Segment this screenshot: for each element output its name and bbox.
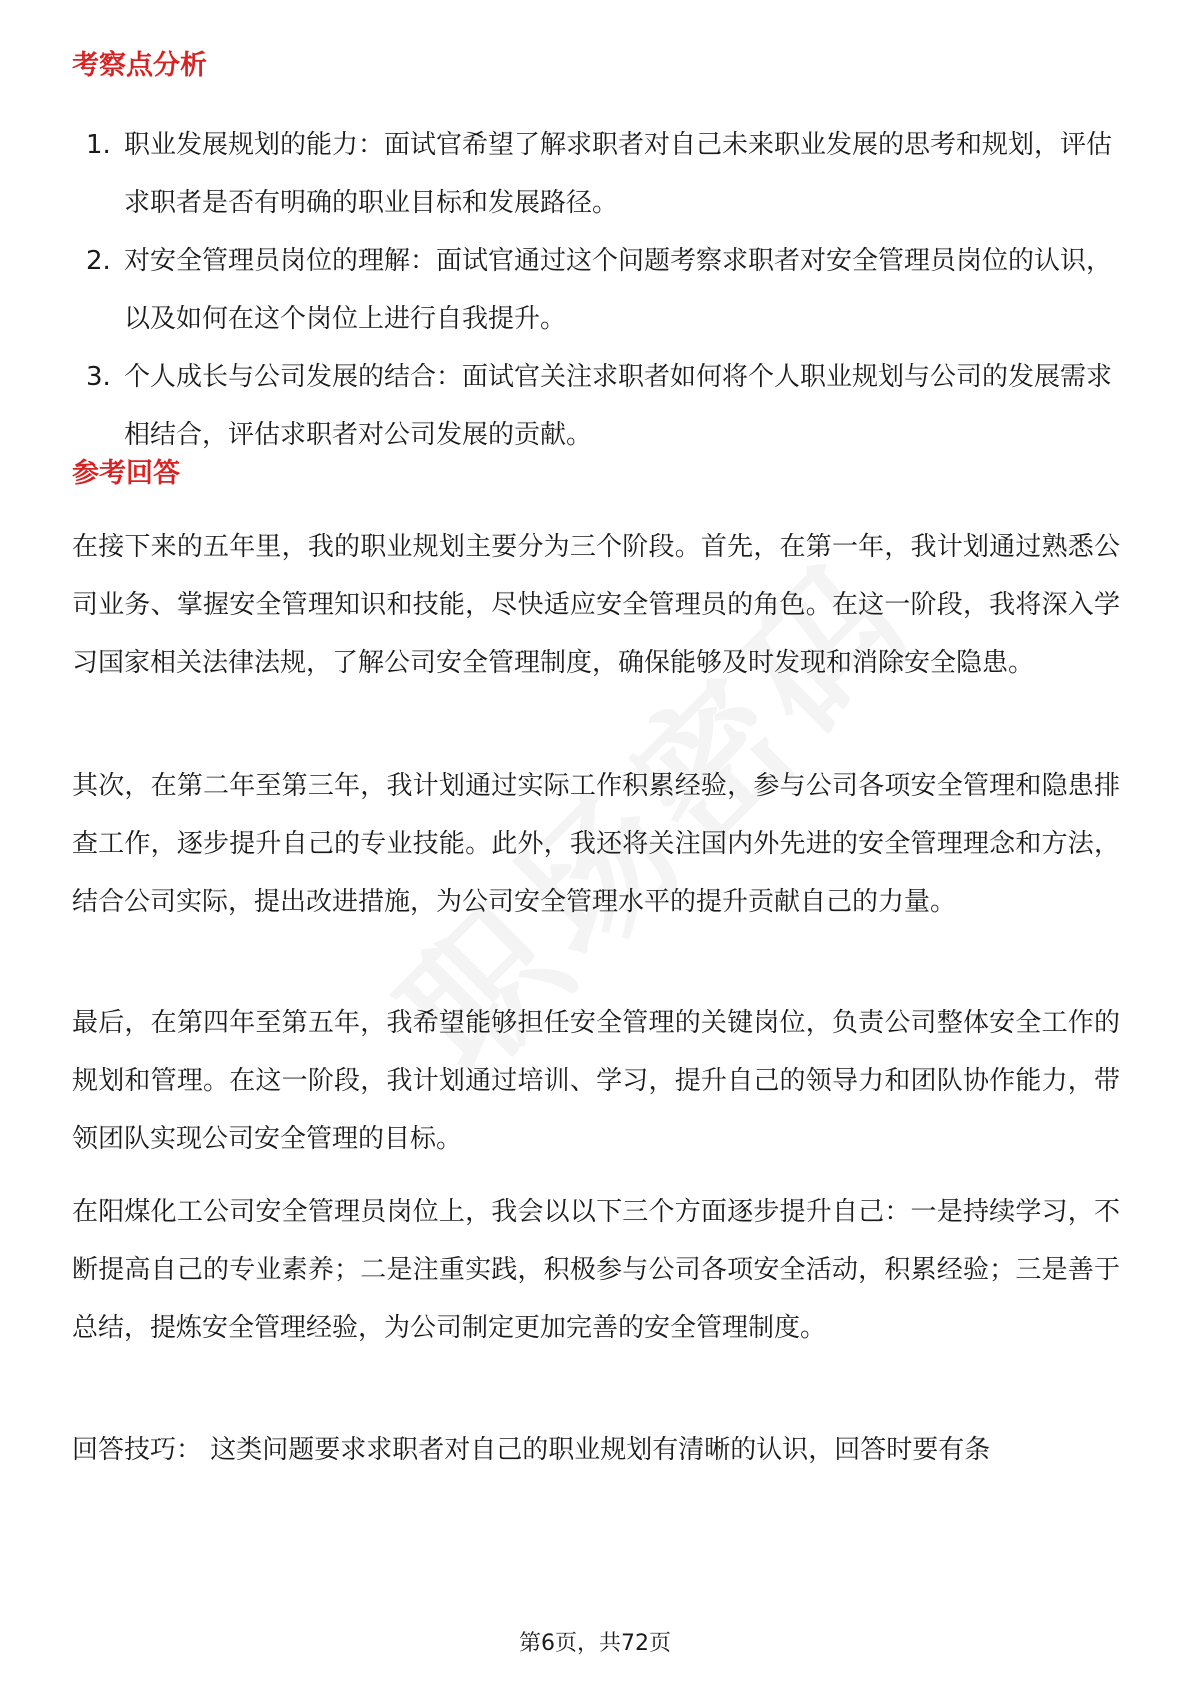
page-number: 第6页，共72页: [519, 1631, 671, 1656]
list-item: [72, 348, 1118, 464]
list-item: [72, 116, 1118, 232]
answer-heading: 参考回答: [72, 458, 180, 489]
list-item-text: 职业发展规划的能力：面试官希望了解求职者对自己未来职业发展的思考和规划，评估求职者是否有明确的职业目标和发展路径。: [124, 130, 1113, 218]
answer-paragraph: 其次，在第二年至第三年，我计划通过实际工作积累经验，参与公司各项安全管理和隐患排查工作，逐步提升自己的专业技能。此外，我还将关注国内外先进的安全管理理念和方法，结合公司实际，提出改进措施，为公司安全管理水平的提升贡献自己的力量。: [72, 771, 1120, 917]
analysis-list: [72, 116, 1118, 464]
analysis-heading: 考察点分析: [72, 50, 207, 81]
answer-paragraph: 在阳煤化工公司安全管理员岗位上，我会以以下三个方面逐步提升自己：一是持续学习，不断提高自己的专业素养；二是注重实践，积极参与公司各项安全活动，积累经验；三是善于总结，提炼安全管理经验，为公司制定更加完善的安全管理制度。: [72, 1197, 1120, 1343]
answer-paragraph: 在接下来的五年里，我的职业规划主要分为三个阶段。首先，在第一年，我计划通过熟悉公司业务、掌握安全管理知识和技能，尽快适应安全管理员的角色。在这一阶段，我将深入学习国家相关法律法规，了解公司安全管理制度，确保能够及时发现和消除安全隐患。: [72, 532, 1120, 678]
list-item-number: 1.: [86, 130, 111, 160]
answer-tips-paragraph: 回答技巧： 这类问题要求求职者对自己的职业规划有清晰的认识，回答时要有条: [72, 1435, 991, 1465]
list-item-number: 2.: [86, 246, 111, 276]
list-item: [72, 232, 1118, 348]
list-item-text: 对安全管理员岗位的理解：面试官通过这个问题考察求职者对安全管理员岗位的认识，以及如何在这个岗位上进行自我提升。: [124, 246, 1113, 334]
list-item-number: 3.: [86, 362, 111, 392]
answer-paragraph: 最后，在第四年至第五年，我希望能够担任安全管理的关键岗位，负责公司整体安全工作的规划和管理。在这一阶段，我计划通过培训、学习，提升自己的领导力和团队协作能力，带领团队实现公司安全管理的目标。: [72, 1008, 1120, 1154]
list-item-text: 个人成长与公司发展的结合：面试官关注求职者如何将个人职业规划与公司的发展需求相结合，评估求职者对公司发展的贡献。: [124, 362, 1113, 450]
